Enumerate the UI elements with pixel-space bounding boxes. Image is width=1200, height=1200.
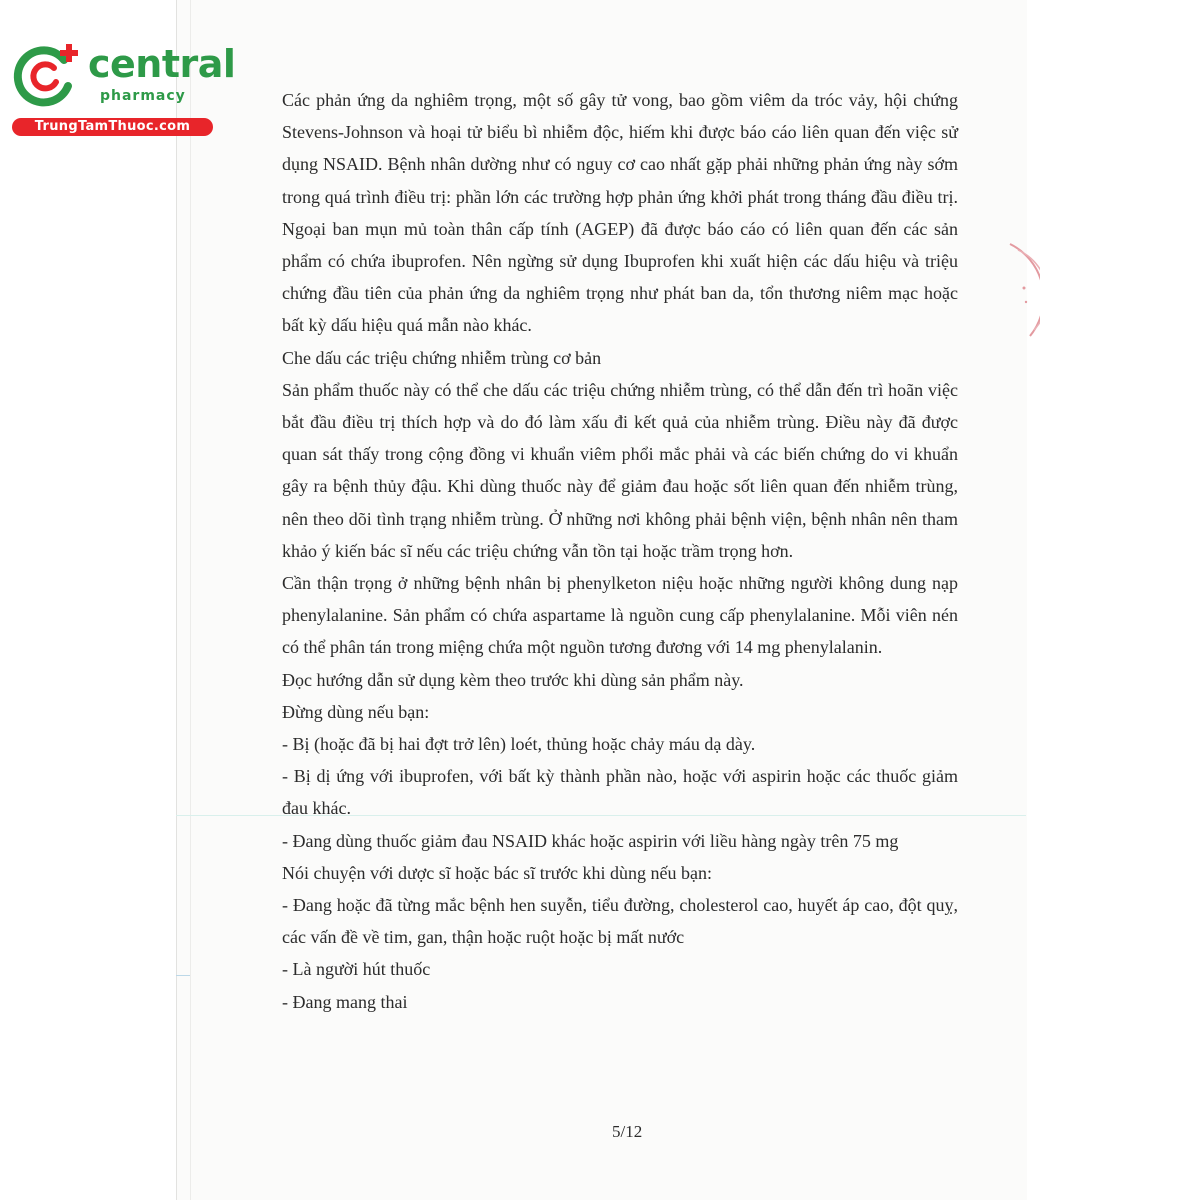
red-stamp-fragment: [1000, 240, 1040, 340]
paragraph-phenylketonuria: Cần thận trọng ở những bệnh nhân bị phenylketon niệu hoặc những người không dung nạp phenylalanine. Sản phẩm có chứa aspartame là nguồn cung cấp phenylalanine. Mỗi viên nén có thể phân tán trong miệng chứa một nguồn tương đương với 14 mg phenylalanin.: [282, 573, 958, 658]
section-heading-infection: Che dấu các triệu chứng nhiễm trùng cơ bản: [282, 347, 602, 368]
list-item-nsaid: - Đang dùng thuốc giảm đau NSAID khác hoặc aspirin với liều hàng ngày trên 75 mg: [282, 830, 899, 851]
plus-cross-icon: [8, 38, 88, 110]
page-edge-line: [190, 0, 191, 1200]
logo-site-banner: TrungTamThuoc.com: [12, 118, 213, 136]
logo-brand-text: central: [88, 42, 236, 86]
logo-sub-text: pharmacy: [100, 88, 186, 104]
list-item-conditions: - Đang hoặc đã từng mắc bệnh hen suyễn, tiểu đường, cholesterol cao, huyết áp cao, đột quỵ, các vấn đề về tim, gan, thận hoặc ruột hoặc bị mất nước: [282, 895, 958, 948]
document-body: [282, 84, 958, 1018]
heading-talk-to-doctor: Nói chuyện với dược sĩ hoặc bác sĩ trước khi dùng nếu bạn:: [282, 862, 712, 883]
list-item-pregnant: - Đang mang thai: [282, 991, 408, 1012]
list-item-allergy: - Bị dị ứng với ibuprofen, với bất kỳ thành phần nào, hoặc với aspirin hoặc các thuốc giảm đau khác.: [282, 766, 958, 819]
scan-artifact-tick: [176, 975, 190, 976]
heading-do-not-use: Đừng dùng nếu bạn:: [282, 701, 430, 722]
list-item-smoker: - Là người hút thuốc: [282, 959, 431, 980]
central-pharmacy-logo[interactable]: [8, 38, 236, 138]
paragraph-skin-reactions: Các phản ứng da nghiêm trọng, một số gây tử vong, bao gồm viêm da tróc vảy, hội chứng Stevens-Johnson và hoại tử biểu bì nhiễm độc, hiếm khi được báo cáo liên quan đến việc sử dụng NSAID. Bệnh nhân dường như có nguy cơ cao nhất gặp phải những phản ứng này sớm trong quá trình điều trị: phần lớn các trường hợp phản ứng khởi phát trong tháng đầu điều trị. Ngoại ban mụn mủ toàn thân cấp tính (AGEP) đã được báo cáo có liên quan đến các sản phẩm có chứa ibuprofen. Nên ngừng sử dụng Ibuprofen khi xuất hiện các dấu hiệu và triệu chứng đầu tiên của phản ứng da nghiêm trọng như phát ban da, tổn thương niêm mạc hoặc bất kỳ dấu hiệu quá mẫn nào khác.: [282, 90, 958, 336]
list-item-ulcer: - Bị (hoặc đã bị hai đợt trở lên) loét, thủng hoặc chảy máu dạ dày.: [282, 734, 756, 755]
page-number: 5/12: [612, 1122, 643, 1141]
paragraph-read-leaflet: Đọc hướng dẫn sử dụng kèm theo trước khi dùng sản phẩm này.: [282, 669, 744, 690]
paragraph-masking-infection: Sản phẩm thuốc này có thể che dấu các triệu chứng nhiễm trùng, có thể dẫn đến trì hoãn việc bắt đầu điều trị thích hợp và do đó làm xấu đi kết quả của nhiễm trùng. Điều này đã được quan sát thấy trong cộng đồng vi khuẩn viêm phổi mắc phải và các biến chứng do vi khuẩn gây ra bệnh thủy đậu. Khi dùng thuốc này để giảm đau hoặc sốt liên quan đến nhiễm trùng, nên theo dõi tình trạng nhiễm trùng. Ở những nơi không phải bệnh viện, bệnh nhân nên tham khảo ý kiến bác sĩ nếu các triệu chứng vẫn tồn tại hoặc trầm trọng hơn.: [282, 379, 958, 561]
